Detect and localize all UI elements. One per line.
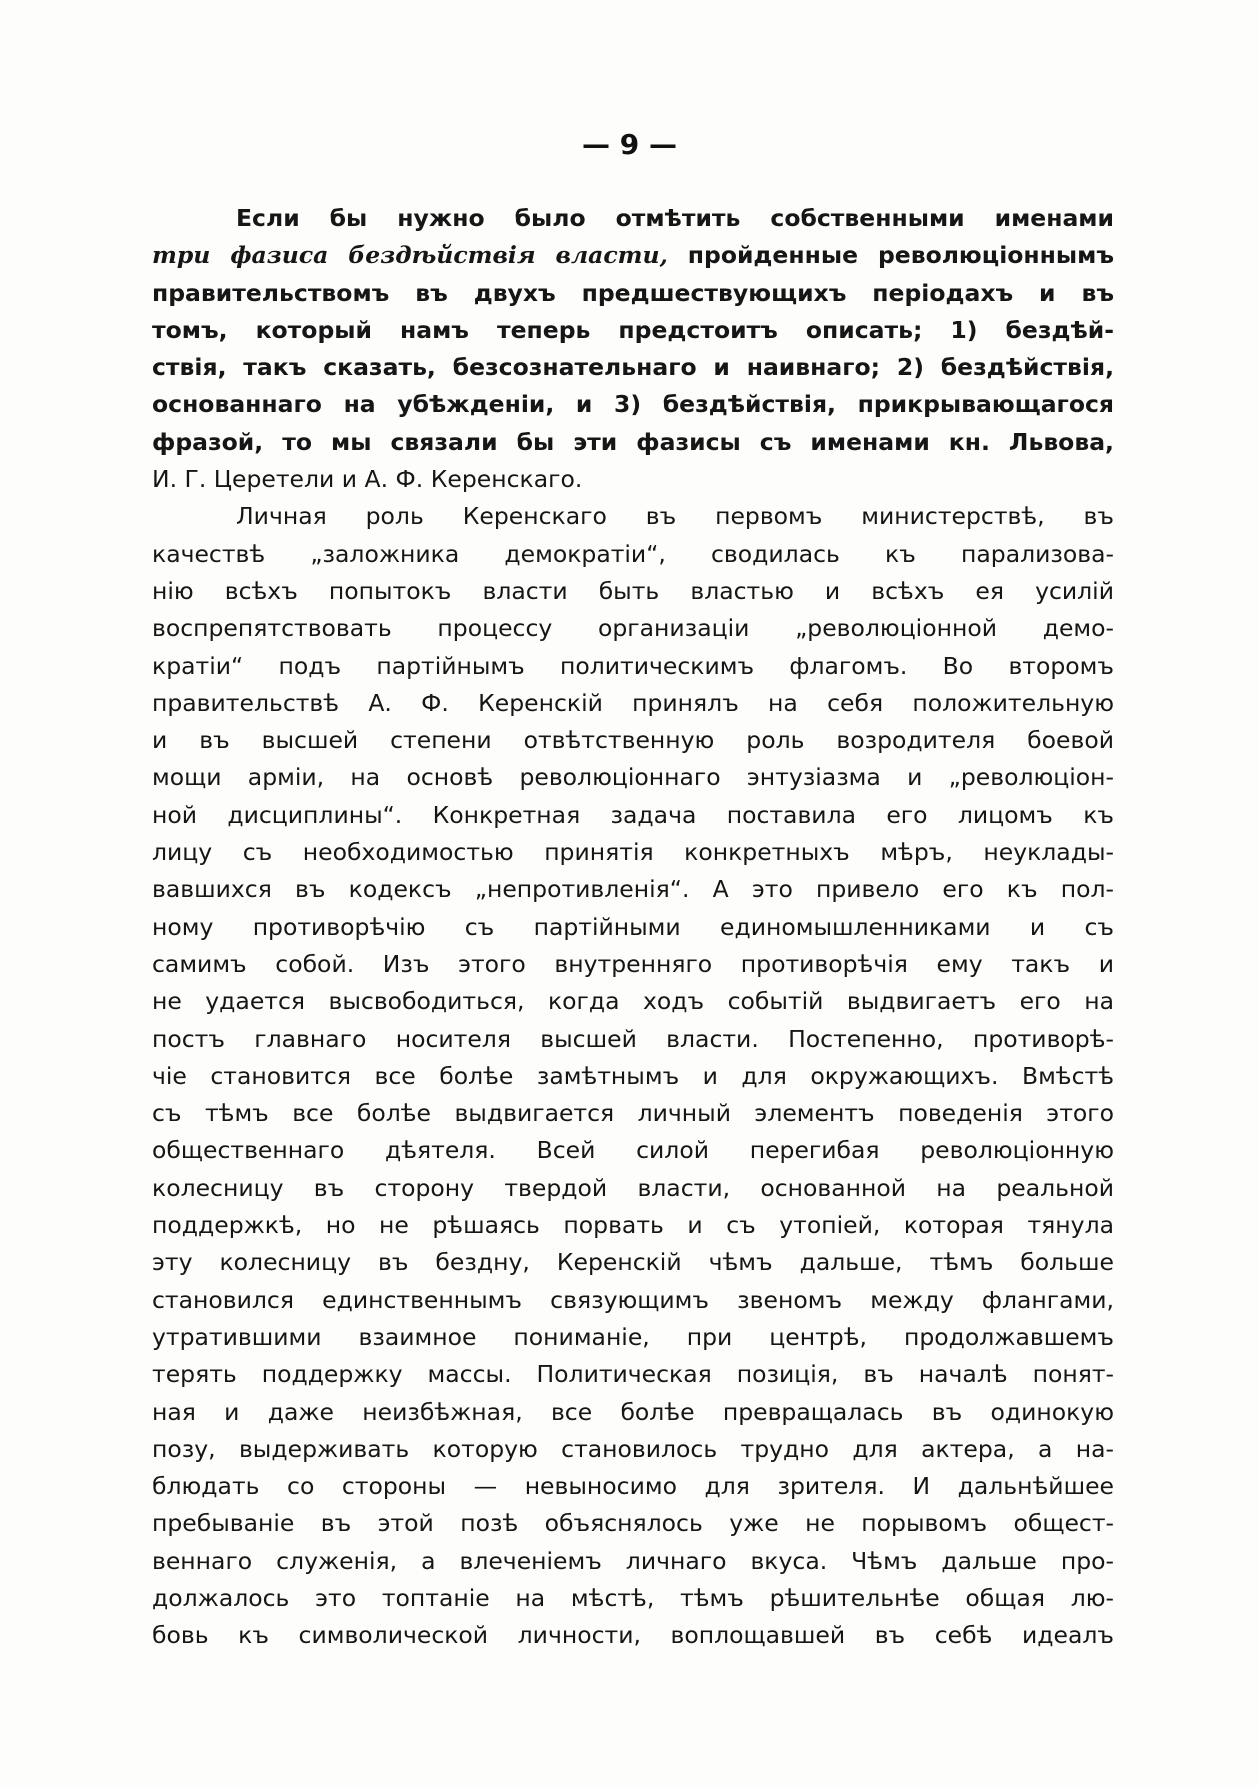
text-line: самимъ собой. Изъ этого внутренняго противорѣчія ему такъ и <box>152 949 1114 978</box>
text-line: утратившими взаимное пониманіе, при центрѣ, продолжавшемъ <box>152 1322 1114 1351</box>
text-line: воспрепятствовать процессу организаціи „революціонной демо- <box>152 614 1114 643</box>
text-line: становился единственнымъ связующимъ звеномъ между флангами, <box>152 1285 1114 1314</box>
text-line: должалось это топтаніе на мѣстѣ, тѣмъ рѣшительнѣе общая лю- <box>152 1583 1114 1612</box>
emphasized-phrase: три фазиса бездѣйствія власти, <box>152 241 668 270</box>
text-line: постъ главнаго носителя высшей власти. Постепенно, противорѣ- <box>152 1024 1114 1053</box>
text-line: общественнаго дѣятеля. Всей силой перегибая революціонную <box>152 1136 1114 1165</box>
text-line: не удается высвободиться, когда ходъ событій выдвигаетъ его на <box>152 987 1114 1016</box>
text-line: качествѣ „заложника демократіи“, сводилась къ парализова- <box>152 539 1114 568</box>
text-line: мощи арміи, на основѣ революціоннаго энтузіазма и „революціон- <box>152 763 1114 792</box>
text-line: фразой, то мы связали бы эти фазисы съ именами кн. Львова, <box>152 427 1114 456</box>
text-fragment: пройденные революціоннымъ <box>667 241 1114 270</box>
text-line: кратіи“ подъ партійнымъ политическимъ флагомъ. Во второмъ <box>152 651 1114 680</box>
text-line: ному противорѣчію съ партійными единомышленниками и съ <box>152 912 1114 941</box>
paragraph-1 <box>152 200 1114 498</box>
page-number: — 9 — <box>582 128 677 161</box>
text-line: блюдать со стороны — невыносимо для зрителя. И дальнѣйшее <box>152 1472 1114 1501</box>
text-line <box>152 237 1114 274</box>
text-line: лицу съ необходимостью принятія конкретныхъ мѣръ, неуклады- <box>152 838 1114 867</box>
text-line: позу, выдерживать которую становилось трудно для актера, а на- <box>152 1434 1114 1463</box>
text-line: и въ высшей степени отвѣтственную роль возродителя боевой <box>152 726 1114 755</box>
text-line: терять поддержку массы. Политическая позиція, въ началѣ понят- <box>152 1360 1114 1389</box>
text-line: съ тѣмъ все болѣе выдвигается личный элементъ поведенія этого <box>152 1099 1114 1128</box>
text-line: правительствѣ А. Ф. Керенскій принялъ на себя положительную <box>152 688 1114 717</box>
text-line: пребываніе въ этой позѣ объяснялось уже не порывомъ общест- <box>152 1509 1114 1538</box>
text-line: И. Г. Церетели и А. Ф. Керенскаго. <box>152 465 583 494</box>
body-text <box>152 200 1114 1655</box>
paragraph-2 <box>152 498 1114 1654</box>
text-line: ной дисциплины“. Конкретная задача поставила его лицомъ къ <box>152 800 1114 829</box>
text-line: эту колесницу въ бездну, Керенскій чѣмъ дальше, тѣмъ больше <box>152 1248 1114 1277</box>
text-line: нію всѣхъ попытокъ власти быть властью и всѣхъ ея усилій <box>152 576 1114 605</box>
text-line: ствія, такъ сказать, безсознательнаго и наивнаго; 2) бездѣйствія, <box>152 353 1114 382</box>
text-line: бовь къ символической личности, воплощавшей въ себѣ идеалъ <box>152 1621 1114 1650</box>
text-line: томъ, который намъ теперь предстоитъ описать; 1) бездѣй- <box>152 315 1114 344</box>
text-line: Личная роль Керенскаго въ первомъ министерствѣ, въ <box>236 502 1114 531</box>
text-line: веннаго служенія, а влеченіемъ личнаго вкуса. Чѣмъ дальше про- <box>152 1546 1114 1575</box>
text-line: Если бы нужно было отмѣтить собственными именами <box>236 204 1114 232</box>
text-line: основаннаго на убѣжденіи, и 3) бездѣйствія, прикрывающагося <box>152 390 1114 419</box>
text-line: чіе становится все болѣе замѣтнымъ и для окружающихъ. Вмѣстѣ <box>152 1061 1114 1090</box>
text-line: правительствомъ въ двухъ предшествующихъ періодахъ и въ <box>152 278 1114 307</box>
text-line: колесницу въ сторону твердой власти, основанной на реальной <box>152 1173 1114 1202</box>
text-line: ная и даже неизбѣжная, все болѣе превращалась въ одинокую <box>152 1397 1114 1426</box>
text-line: поддержкѣ, но не рѣшаясь порвать и съ утопіей, которая тянула <box>152 1211 1114 1240</box>
text-line: вавшихся въ кодексъ „непротивленія“. А это привело его къ пол- <box>152 875 1114 904</box>
